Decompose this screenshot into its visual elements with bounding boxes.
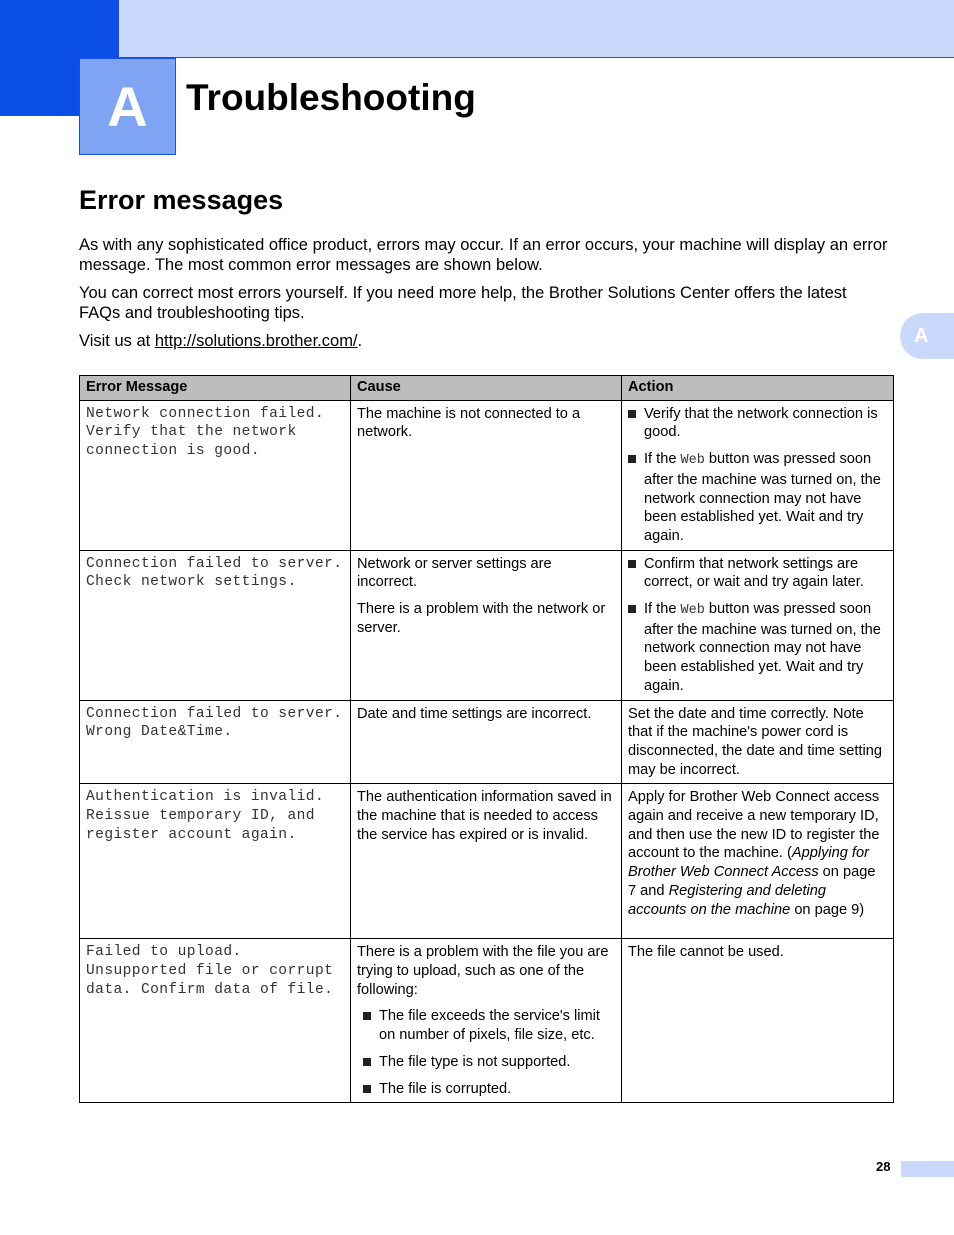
table-row	[80, 400, 894, 550]
bullet-square-icon	[363, 1085, 371, 1093]
action-bullet-text: button was pressed soon after the machine was turned on, the network connection may not have been established yet. Wait and try again.	[644, 601, 881, 694]
header-error-message: Error Message	[80, 376, 351, 401]
cause-cell	[351, 550, 622, 700]
header-cause: Cause	[351, 376, 622, 401]
cause-bullet-text: The file type is not supported.	[379, 1053, 571, 1070]
error-messages-table	[79, 375, 894, 1103]
section-title: Error messages	[79, 185, 284, 215]
action-text: on page 9)	[790, 901, 865, 918]
cause-text: Date and time settings are incorrect.	[357, 705, 592, 722]
cause-bullet-text: The file exceeds the service's limit on number of pixels, file size, etc.	[379, 1008, 600, 1044]
bullet-square-icon	[628, 560, 636, 568]
action-bullet-text: If the	[644, 601, 681, 618]
bullet-square-icon	[628, 605, 636, 613]
web-button-name: Web	[680, 603, 705, 619]
solutions-center-link[interactable]: http://solutions.brother.com/	[154, 332, 358, 350]
table-row	[80, 784, 894, 939]
cause-cell	[351, 939, 622, 1103]
chapter-title: Troubleshooting	[186, 77, 476, 118]
cross-reference-applying: Applying for Brother Web Connect Access	[628, 845, 869, 881]
cause-bullet-text: The file is corrupted.	[379, 1080, 512, 1097]
table-row	[80, 939, 894, 1103]
cause-bullet	[363, 1053, 615, 1072]
help-paragraph: You can correct most errors yourself. If you need more help, the Brother Solutions Center offers the latest FAQs and troubleshooting tips.	[79, 284, 847, 322]
action-bullet	[628, 555, 887, 592]
bullet-square-icon	[363, 1058, 371, 1066]
error-message-cell: Network connection failed. Verify that the network connection is good.	[80, 400, 351, 550]
cause-text: There is a problem with the file you are trying to upload, such as one of the following:	[357, 944, 609, 998]
cause-text: The machine is not connected to a network.	[357, 405, 581, 441]
page-number: 28	[876, 1159, 891, 1174]
cause-text: Network or server settings are incorrect.	[357, 555, 552, 591]
visit-paragraph	[79, 331, 889, 351]
action-cell	[622, 784, 894, 939]
cause-bullet	[363, 1007, 615, 1044]
page-number-bar	[901, 1161, 954, 1177]
bullet-square-icon	[628, 455, 636, 463]
cause-cell	[351, 700, 622, 784]
cause-bullet	[363, 1080, 615, 1099]
web-button-name: Web	[680, 453, 705, 469]
action-cell: Set the date and time correctly. Note that if the machine's power cord is disconnected, the date and time setting may be incorrect.	[622, 700, 894, 784]
action-bullet-text: Confirm that network settings are correct, or wait and try again later.	[644, 555, 864, 591]
visit-prefix: Visit us at	[79, 332, 155, 350]
intro-paragraph: As with any sophisticated office product, errors may occur. If an error occurs, your machine will display an error message. The most common error messages are shown below.	[79, 236, 888, 274]
action-cell	[622, 550, 894, 700]
table-header-row	[80, 376, 894, 401]
action-bullet-text: Verify that the network connection is good.	[644, 405, 878, 441]
chapter-side-tab[interactable]: A	[900, 313, 954, 359]
cause-cell	[351, 400, 622, 550]
action-cell	[622, 400, 894, 550]
action-text: on page 7 and	[628, 864, 876, 899]
table-row	[80, 550, 894, 700]
action-bullet	[628, 405, 887, 442]
error-message-cell: Failed to upload. Unsupported file or corrupt data. Confirm data of file.	[80, 939, 351, 1103]
action-text: Apply for Brother Web Connect access again and receive a new temporary ID, and then use the new ID to register the account to the machine. (	[628, 789, 880, 862]
bullet-square-icon	[628, 410, 636, 418]
cause-text: The authentication information saved in the machine that is needed to access the service has expired or is invalid.	[357, 789, 612, 843]
action-bullet	[628, 450, 887, 546]
cause-cell	[351, 784, 622, 939]
cause-text: There is a problem with the network or server.	[357, 601, 606, 636]
error-message-cell: Connection failed to server. Check network settings.	[80, 550, 351, 700]
table-row	[80, 700, 894, 784]
action-bullet-text: If the	[644, 451, 681, 468]
action-bullet-text: button was pressed soon after the machine was turned on, the network connection may not have been established yet. Wait and try again.	[644, 451, 881, 544]
header-band	[0, 0, 954, 58]
chapter-letter-box: A	[79, 58, 176, 155]
header-band-rule	[119, 57, 954, 58]
cross-reference-registering: Registering and deleting accounts on the machine	[628, 882, 826, 918]
header-action: Action	[622, 376, 894, 401]
visit-suffix: .	[357, 332, 363, 350]
error-message-cell: Authentication is invalid. Reissue temporary ID, and register account again.	[80, 784, 351, 939]
action-cell: The file cannot be used.	[622, 939, 894, 1103]
bullet-square-icon	[363, 1012, 371, 1020]
action-bullet	[628, 600, 887, 696]
error-message-cell: Connection failed to server. Wrong Date&Time.	[80, 700, 351, 784]
